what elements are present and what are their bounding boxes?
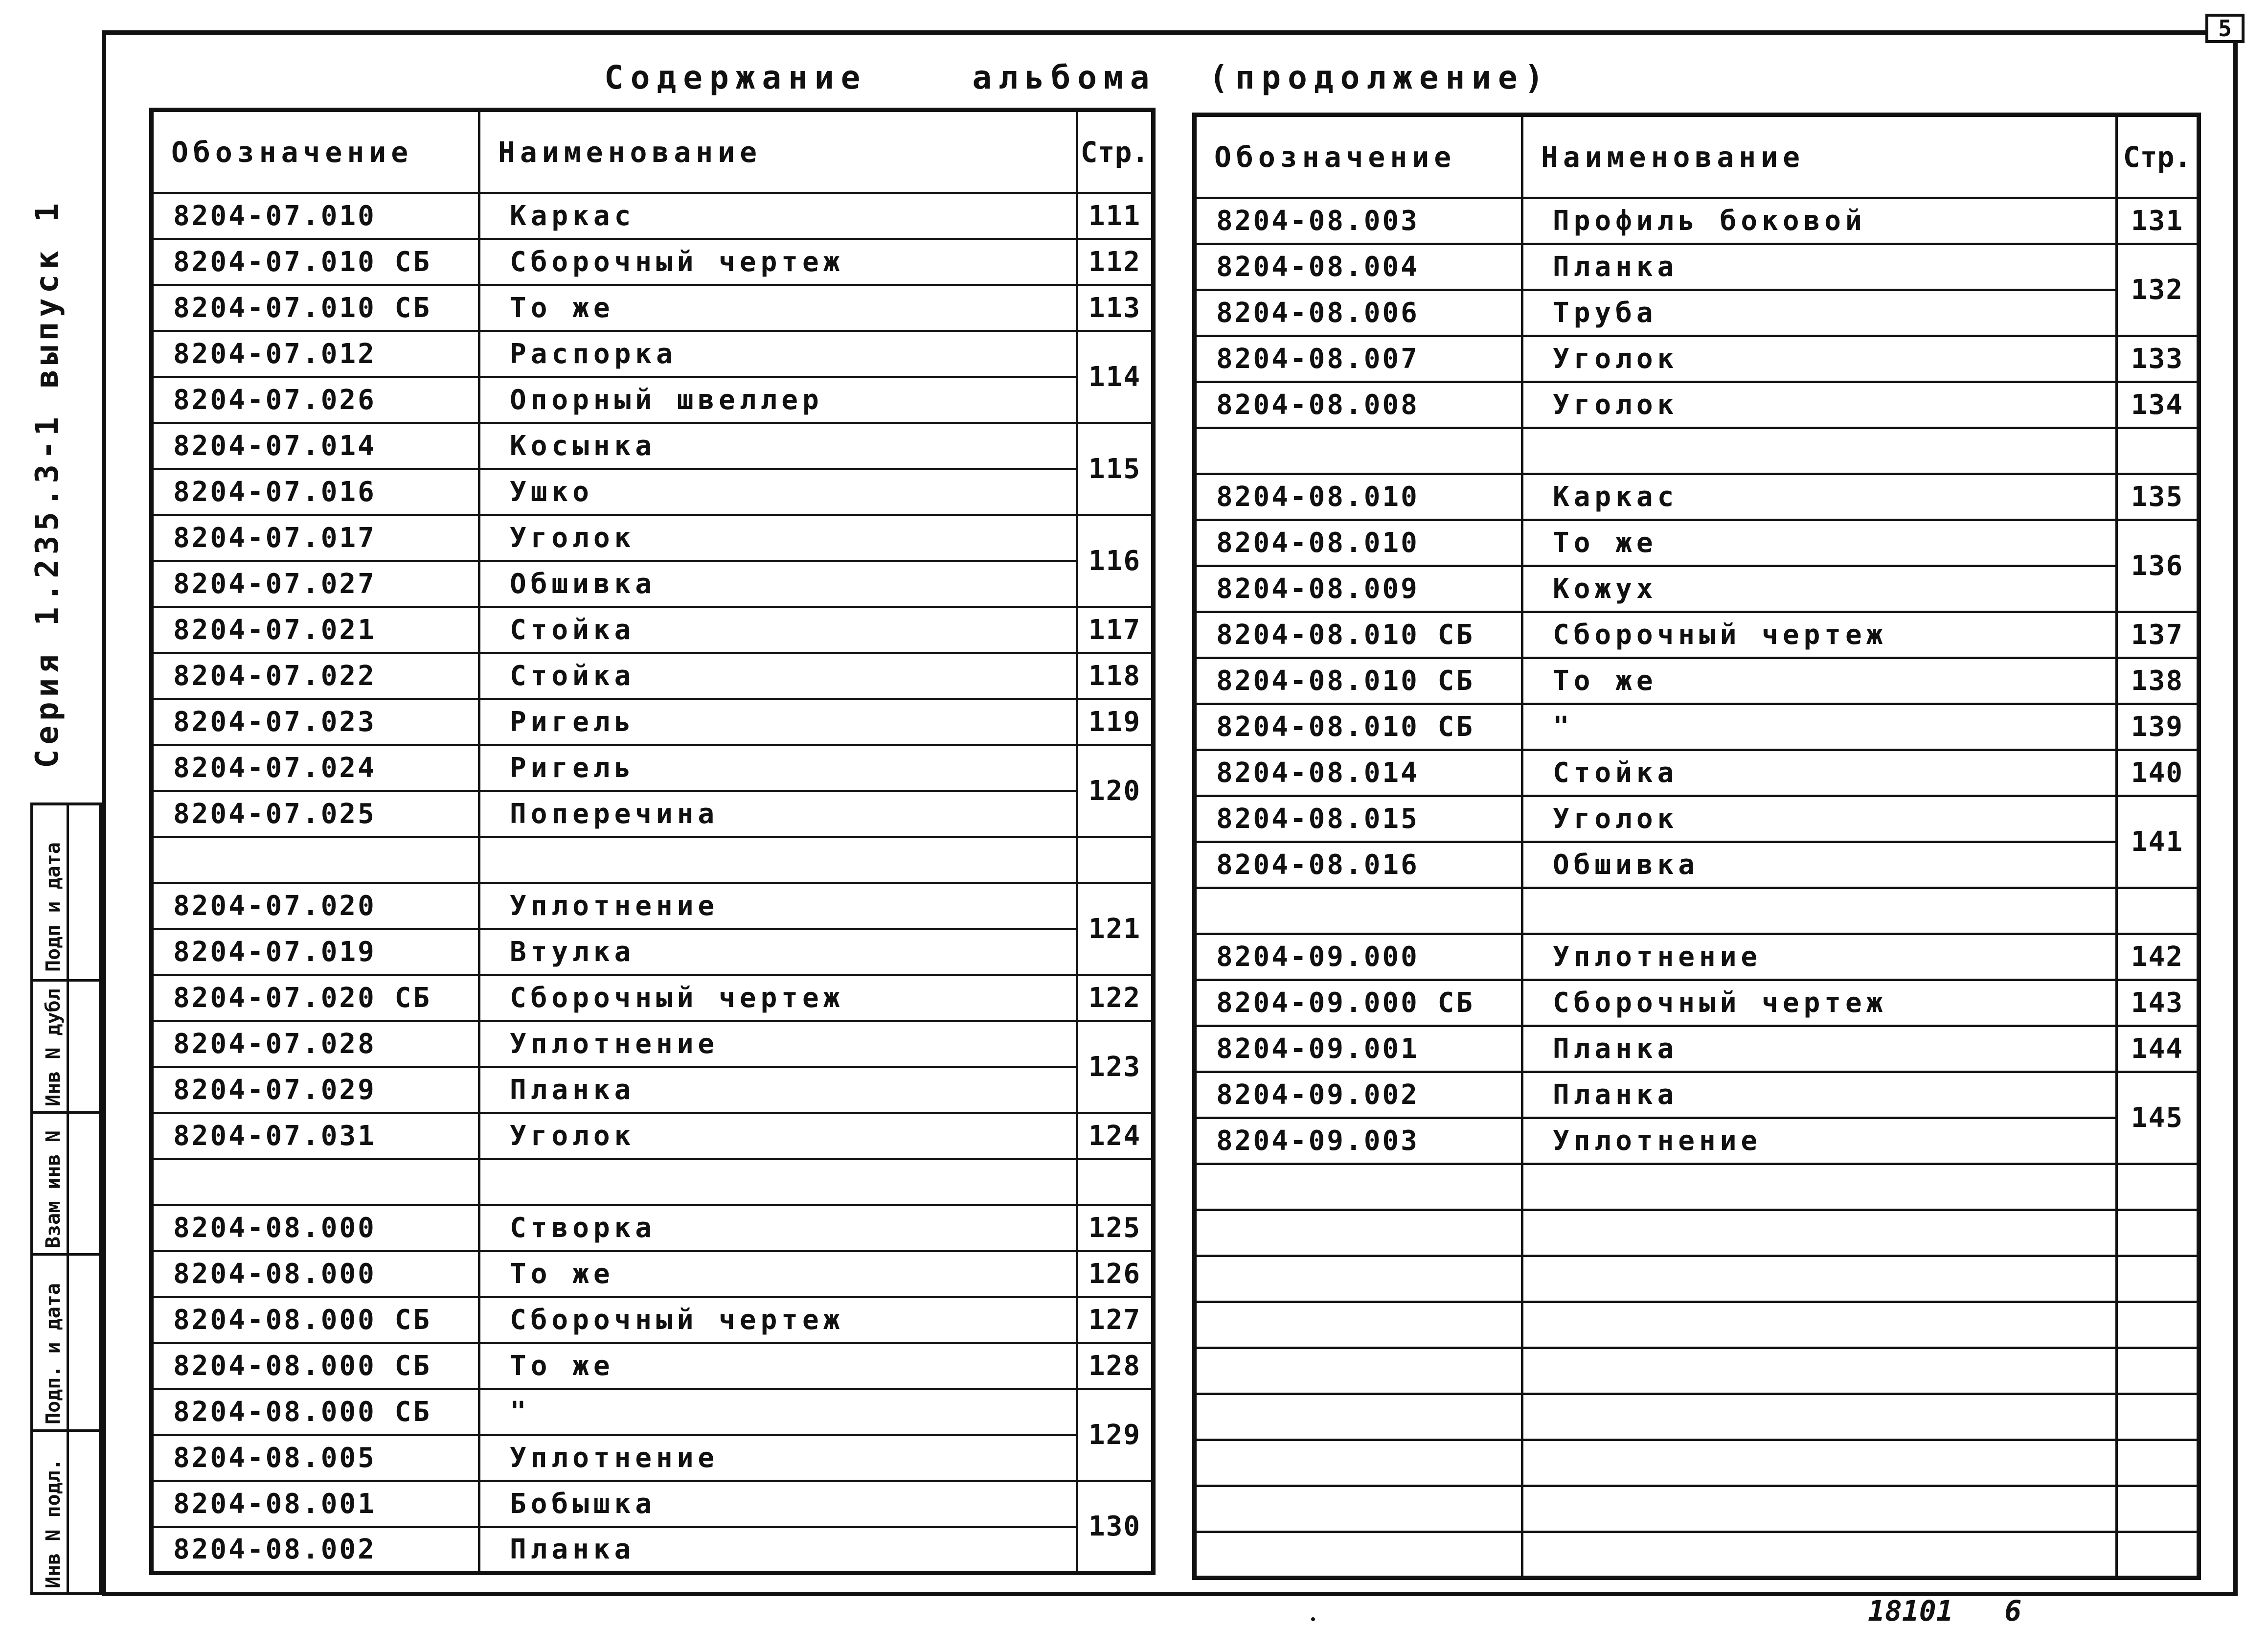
cell-name: Уголок [1522, 796, 2117, 842]
table-row [152, 1481, 1154, 1527]
table-row [1195, 750, 2199, 796]
cell-code: 8204-09.001 [1195, 1026, 1522, 1072]
cell-page: 134 [2117, 382, 2199, 428]
stamp-cell-sign-date-2 [33, 1256, 99, 1432]
cell-code: 8204-07.027 [152, 561, 479, 607]
cell-name [1522, 1164, 2117, 1210]
cell-code: 8204-08.000 СБ [152, 1297, 479, 1343]
cell-code: 8204-08.010 СБ [1195, 658, 1522, 704]
cell-page: 120 [1077, 745, 1154, 837]
cell-name: Распорка [479, 331, 1077, 377]
cell-page: 122 [1077, 975, 1154, 1021]
cell-code: 8204-07.026 [152, 377, 479, 423]
cell-code: 8204-09.002 [1195, 1072, 1522, 1118]
cell-code: 8204-08.010 [1195, 474, 1522, 520]
cell-code: 8204-07.017 [152, 515, 479, 561]
cell-page: 115 [1077, 423, 1154, 515]
cell-name [1522, 1302, 2117, 1348]
cell-name: Обшивка [1522, 842, 2117, 888]
cell-name: Уголок [1522, 382, 2117, 428]
cell-name: Обшивка [479, 561, 1077, 607]
cell-code: 8204-09.000 [1195, 934, 1522, 980]
table-row [1195, 1164, 2199, 1210]
table-row [1195, 704, 2199, 750]
cell-name: Сборочный чертеж [1522, 980, 2117, 1026]
stamp-cell-sign-date [33, 805, 99, 982]
table-row [152, 929, 1154, 975]
cell-name: Сборочный чертеж [479, 975, 1077, 1021]
cell-page: 121 [1077, 883, 1154, 975]
cell-name: Каркас [1522, 474, 2117, 520]
cell-page [2117, 1164, 2199, 1210]
table-row [152, 1021, 1154, 1067]
cell-name: Планка [1522, 1026, 2117, 1072]
table-row [152, 1435, 1154, 1481]
cell-page: 130 [1077, 1481, 1154, 1573]
cell-code: 8204-07.010 СБ [152, 285, 479, 331]
header-page: Стр. [2117, 115, 2199, 198]
cell-page [2117, 1302, 2199, 1348]
cell-name [1522, 1210, 2117, 1256]
cell-code [1195, 1348, 1522, 1394]
cell-page: 144 [2117, 1026, 2199, 1072]
table-row [1195, 1440, 2199, 1486]
left-margin [0, 0, 102, 1628]
cell-code: 8204-07.014 [152, 423, 479, 469]
cell-page: 138 [2117, 658, 2199, 704]
stamp-label: Инв N подл. [42, 1459, 65, 1588]
cell-name: Профиль боковой [1522, 198, 2117, 244]
cell-code: 8204-07.016 [152, 469, 479, 515]
cell-name: " [1522, 704, 2117, 750]
table-row [152, 561, 1154, 607]
header-code: Обозначение [1195, 115, 1522, 198]
cell-name [1522, 428, 2117, 474]
table-row [152, 1297, 1154, 1343]
cell-name: Косынка [479, 423, 1077, 469]
table-row [152, 1389, 1154, 1435]
cell-code [1195, 1532, 1522, 1578]
cell-code: 8204-08.003 [1195, 198, 1522, 244]
cell-code: 8204-08.006 [1195, 290, 1522, 336]
cell-name: Планка [1522, 1072, 2117, 1118]
cell-name: Уплотнение [479, 1435, 1077, 1481]
cell-name [1522, 1256, 2117, 1302]
table-row [152, 423, 1154, 469]
cell-code: 8204-08.016 [1195, 842, 1522, 888]
table-row [152, 331, 1154, 377]
cell-page [2117, 1532, 2199, 1578]
cell-code: 8204-07.025 [152, 791, 479, 837]
cell-page: 119 [1077, 699, 1154, 745]
cell-code: 8204-08.008 [1195, 382, 1522, 428]
table-row [152, 745, 1154, 791]
cell-code: 8204-08.015 [1195, 796, 1522, 842]
table-row [1195, 1532, 2199, 1578]
table-row [152, 1343, 1154, 1389]
cell-name: Сборочный чертеж [479, 1297, 1077, 1343]
header-code: Обозначение [152, 110, 479, 193]
cell-code: 8204-07.010 СБ [152, 239, 479, 285]
cell-code [1195, 1486, 1522, 1532]
cell-page [1077, 1159, 1154, 1205]
cell-name [1522, 1486, 2117, 1532]
table-row [152, 1067, 1154, 1113]
cell-page: 111 [1077, 193, 1154, 239]
cell-page: 133 [2117, 336, 2199, 382]
cell-code: 8204-08.000 СБ [152, 1343, 479, 1389]
table-row [1195, 842, 2199, 888]
cell-page: 125 [1077, 1205, 1154, 1251]
cell-code [1195, 1164, 1522, 1210]
cell-code [1195, 1256, 1522, 1302]
cell-code: 8204-08.002 [152, 1527, 479, 1573]
table-row [152, 653, 1154, 699]
table-row [1195, 474, 2199, 520]
cell-code: 8204-08.007 [1195, 336, 1522, 382]
stamp-cell-replace-inv [33, 1114, 99, 1256]
cell-name: Опорный швеллер [479, 377, 1077, 423]
cell-page: 123 [1077, 1021, 1154, 1113]
table-row [1195, 198, 2199, 244]
cell-code: 8204-08.014 [1195, 750, 1522, 796]
cell-name: Уголок [479, 515, 1077, 561]
cell-page: 137 [2117, 612, 2199, 658]
stamp-cell-dup-inv [33, 982, 99, 1114]
cell-name: Стойка [479, 607, 1077, 653]
cell-page: 126 [1077, 1251, 1154, 1297]
cell-page: 140 [2117, 750, 2199, 796]
scan-speck [1311, 1617, 1315, 1621]
contents-table-left [149, 108, 1156, 1575]
cell-name: " [479, 1389, 1077, 1435]
cell-page [1077, 837, 1154, 883]
cell-code: 8204-07.031 [152, 1113, 479, 1159]
table-row [1195, 1210, 2199, 1256]
table-row [1195, 934, 2199, 980]
cell-code: 8204-09.000 СБ [1195, 980, 1522, 1026]
cell-name: Планка [1522, 244, 2117, 290]
stamp-label: Инв N дубл [42, 988, 65, 1106]
cell-name [479, 837, 1077, 883]
table-row [1195, 612, 2199, 658]
table-row [1195, 1072, 2199, 1118]
series-label: Серия 1.235.3-1 выпуск 1 [29, 198, 66, 768]
table-row [1195, 244, 2199, 290]
cell-page: 116 [1077, 515, 1154, 607]
table-row [1195, 1256, 2199, 1302]
table-row [152, 883, 1154, 929]
cell-page: 135 [2117, 474, 2199, 520]
table-row [1195, 1486, 2199, 1532]
cell-name: Уголок [479, 1113, 1077, 1159]
cell-code: 8204-07.012 [152, 331, 479, 377]
cell-name: Планка [479, 1067, 1077, 1113]
table-row [152, 469, 1154, 515]
footer-page: 6 [2004, 1594, 2022, 1628]
cell-code [1195, 1440, 1522, 1486]
table-row [1195, 428, 2199, 474]
table-row [152, 699, 1154, 745]
table-row [152, 1113, 1154, 1159]
table-row [1195, 520, 2199, 566]
cell-name [1522, 1440, 2117, 1486]
approval-stamp [30, 803, 102, 1595]
cell-code: 8204-08.000 СБ [152, 1389, 479, 1435]
stamp-label: Подп и дата [42, 842, 65, 972]
cell-page: 131 [2117, 198, 2199, 244]
cell-code: 8204-08.005 [152, 1435, 479, 1481]
cell-code [152, 837, 479, 883]
cell-name: Уплотнение [1522, 934, 2117, 980]
cell-code: 8204-07.021 [152, 607, 479, 653]
cell-name: Втулка [479, 929, 1077, 975]
cell-code: 8204-09.003 [1195, 1118, 1522, 1164]
title-part-2: альбома [972, 59, 1157, 96]
cell-code: 8204-07.010 [152, 193, 479, 239]
table-row [152, 1159, 1154, 1205]
cell-page: 114 [1077, 331, 1154, 423]
cell-code: 8204-08.001 [152, 1481, 479, 1527]
header-page: Стр. [1077, 110, 1154, 193]
cell-name [1522, 888, 2117, 934]
cell-page [2117, 1440, 2199, 1486]
table-row [152, 975, 1154, 1021]
cell-code: 8204-07.029 [152, 1067, 479, 1113]
table-row [1195, 1026, 2199, 1072]
cell-page: 145 [2117, 1072, 2199, 1164]
cell-code: 8204-07.019 [152, 929, 479, 975]
cell-name: Уплотнение [1522, 1118, 2117, 1164]
cell-code: 8204-08.010 СБ [1195, 704, 1522, 750]
table-row [152, 377, 1154, 423]
table-row [152, 837, 1154, 883]
stamp-label: Подп. и дата [42, 1283, 65, 1424]
table-row [1195, 1302, 2199, 1348]
table-row [152, 1251, 1154, 1297]
cell-code [1195, 1210, 1522, 1256]
table-row [1195, 336, 2199, 382]
cell-name: Стойка [479, 653, 1077, 699]
cell-name: То же [479, 285, 1077, 331]
cell-name: То же [479, 1251, 1077, 1297]
cell-page [2117, 1348, 2199, 1394]
table-row [1195, 290, 2199, 336]
stamp-cell-orig-inv [33, 1432, 99, 1595]
table-header-row [152, 110, 1154, 193]
cell-code: 8204-07.020 [152, 883, 479, 929]
cell-page: 132 [2117, 244, 2199, 336]
header-name: Наименование [479, 110, 1077, 193]
table-row [1195, 1118, 2199, 1164]
cell-code: 8204-08.000 [152, 1251, 479, 1297]
cell-code: 8204-07.024 [152, 745, 479, 791]
cell-page: 112 [1077, 239, 1154, 285]
cell-page: 142 [2117, 934, 2199, 980]
cell-name: Сборочный чертеж [479, 239, 1077, 285]
table-row [152, 285, 1154, 331]
table-row [1195, 1394, 2199, 1440]
table-row [1195, 1348, 2199, 1394]
table-header-row [1195, 115, 2199, 198]
cell-name [479, 1159, 1077, 1205]
sheet-number: 5 [2205, 14, 2245, 43]
cell-page [2117, 1394, 2199, 1440]
cell-name: Поперечина [479, 791, 1077, 837]
cell-code: 8204-08.010 [1195, 520, 1522, 566]
table-row [1195, 566, 2199, 612]
cell-name: То же [479, 1343, 1077, 1389]
cell-page: 128 [1077, 1343, 1154, 1389]
cell-name: Уплотнение [479, 1021, 1077, 1067]
cell-page: 117 [1077, 607, 1154, 653]
cell-name [1522, 1394, 2117, 1440]
cell-code: 8204-08.009 [1195, 566, 1522, 612]
table-row [1195, 658, 2199, 704]
cell-name: Створка [479, 1205, 1077, 1251]
cell-page: 136 [2117, 520, 2199, 612]
cell-name [1522, 1348, 2117, 1394]
cell-page: 141 [2117, 796, 2199, 888]
table-row [152, 791, 1154, 837]
table-row [152, 515, 1154, 561]
cell-name: То же [1522, 658, 2117, 704]
cell-page: 118 [1077, 653, 1154, 699]
cell-page: 124 [1077, 1113, 1154, 1159]
cell-name: Уплотнение [479, 883, 1077, 929]
header-name: Наименование [1522, 115, 2117, 198]
cell-name: Каркас [479, 193, 1077, 239]
cell-code: 8204-07.022 [152, 653, 479, 699]
contents-right-body [1195, 198, 2199, 1578]
cell-page: 143 [2117, 980, 2199, 1026]
table-row [152, 239, 1154, 285]
cell-code [1195, 888, 1522, 934]
stamp-label: Взам инв N [42, 1130, 65, 1248]
table-row [1195, 796, 2199, 842]
cell-page [2117, 1256, 2199, 1302]
cell-code: 8204-07.028 [152, 1021, 479, 1067]
table-row [1195, 382, 2199, 428]
cell-code: 8204-08.000 [152, 1205, 479, 1251]
cell-name: Ригель [479, 745, 1077, 791]
table-row [1195, 980, 2199, 1026]
footer-stamp [1868, 1594, 2021, 1628]
table-row [152, 1527, 1154, 1573]
cell-name: Сборочный чертеж [1522, 612, 2117, 658]
table-row [152, 193, 1154, 239]
cell-page: 127 [1077, 1297, 1154, 1343]
cell-page [2117, 428, 2199, 474]
footer-doc-number: 18101 [1868, 1594, 1953, 1628]
cell-code: 8204-08.010 СБ [1195, 612, 1522, 658]
cell-page [2117, 1486, 2199, 1532]
cell-name [1522, 1532, 2117, 1578]
cell-name: То же [1522, 520, 2117, 566]
cell-code [1195, 428, 1522, 474]
cell-page: 113 [1077, 285, 1154, 331]
table-row [152, 607, 1154, 653]
contents-left-body [152, 193, 1154, 1573]
cell-code: 8204-07.023 [152, 699, 479, 745]
cell-code: 8204-08.004 [1195, 244, 1522, 290]
cell-page [2117, 888, 2199, 934]
cell-code [1195, 1302, 1522, 1348]
cell-code [1195, 1394, 1522, 1440]
cell-name: Ушко [479, 469, 1077, 515]
cell-name: Кожух [1522, 566, 2117, 612]
cell-name: Стойка [1522, 750, 2117, 796]
cell-page: 139 [2117, 704, 2199, 750]
cell-page: 129 [1077, 1389, 1154, 1481]
title-part-3: (продолжение) [1208, 59, 1551, 96]
table-row [152, 1205, 1154, 1251]
cell-code [152, 1159, 479, 1205]
table-row [1195, 888, 2199, 934]
cell-name: Ригель [479, 699, 1077, 745]
title-part-1: Содержание [604, 59, 867, 96]
cell-code: 8204-07.020 СБ [152, 975, 479, 1021]
page-title [604, 59, 1551, 96]
contents-table-right [1192, 113, 2201, 1580]
cell-page [2117, 1210, 2199, 1256]
cell-name: Труба [1522, 290, 2117, 336]
cell-name: Планка [479, 1527, 1077, 1573]
cell-name: Уголок [1522, 336, 2117, 382]
cell-name: Бобышка [479, 1481, 1077, 1527]
